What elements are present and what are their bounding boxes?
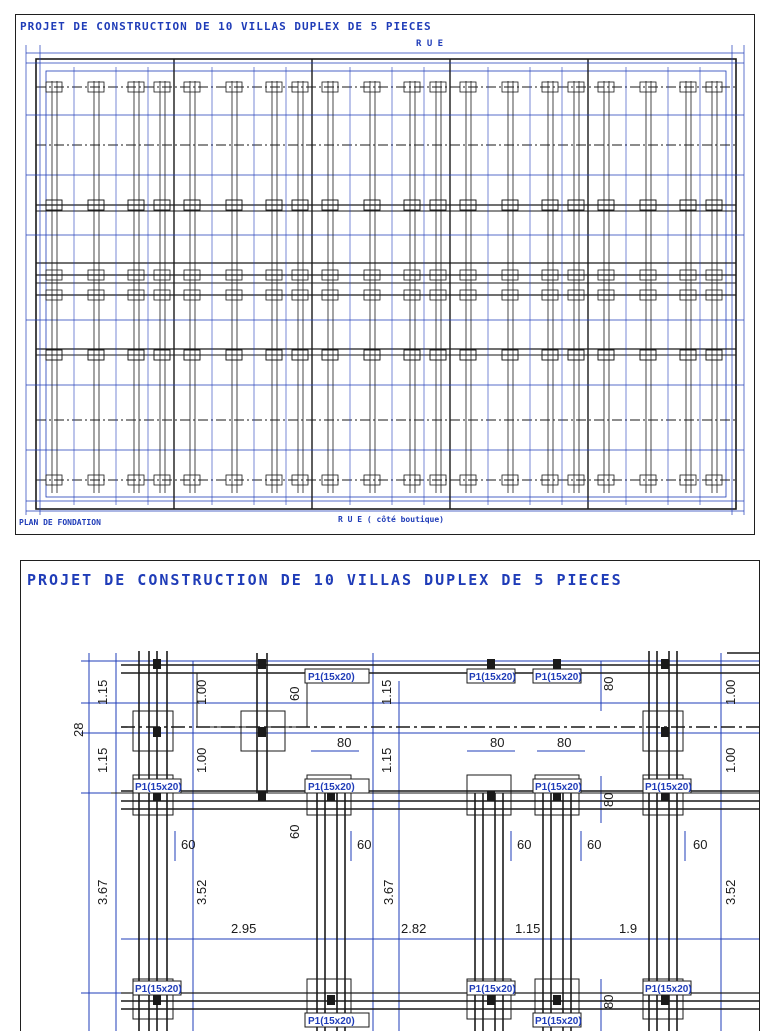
pillar-tag: P1(15x20) <box>308 1016 355 1027</box>
detail-title: PROJET DE CONSTRUCTION DE 10 VILLAS DUPLEX DE 5 PIECES <box>27 571 623 589</box>
dim-80-c: 80 <box>557 735 572 750</box>
dim-352-a: 3.52 <box>194 879 209 905</box>
dim-60-c: 60 <box>181 837 196 852</box>
dim-19: 1.9 <box>619 921 638 936</box>
dim-80-e: 80 <box>601 792 616 807</box>
dim-80-a: 80 <box>337 735 352 750</box>
dim-60-d: 60 <box>357 837 372 852</box>
dim-60-a: 60 <box>287 686 302 701</box>
pillar-tag: P1(15x20) <box>645 984 692 995</box>
dim-115-e: 1.15 <box>515 921 541 936</box>
dim-352-b: 3.52 <box>723 879 738 905</box>
detail-drawing <box>21 561 759 1031</box>
pillar-tag: P1(15x20) <box>135 782 182 793</box>
dim-100-d: 1.00 <box>723 747 738 773</box>
pillar-tag: P1(15x20) <box>645 782 692 793</box>
dim-367-b: 3.67 <box>381 879 396 905</box>
pillar-tag: P1(15x20) <box>308 672 355 683</box>
dim-80-f: 80 <box>601 994 616 1009</box>
plan-label: PLAN DE FONDATION <box>19 518 101 527</box>
pillar-tag: P1(15x20) <box>535 782 582 793</box>
dim-115-a: 1.15 <box>95 679 110 705</box>
pillar-tag: P1(15x20) <box>308 782 355 793</box>
dim-100-b: 1.00 <box>194 747 209 773</box>
overview-title: PROJET DE CONSTRUCTION DE 10 VILLAS DUPLEX DE 5 PIECES <box>20 20 432 33</box>
pillar-tag: P1(15x20) <box>469 672 516 683</box>
dim-100-c: 1.00 <box>723 679 738 705</box>
pillar-tag: P1(15x20) <box>535 672 582 683</box>
foundation-plan-overview <box>15 14 755 535</box>
dim-367-a: 3.67 <box>95 879 110 905</box>
dim-115-b: 1.15 <box>95 747 110 773</box>
dim-282: 2.82 <box>401 921 427 936</box>
street-label-bottom: R U E ( côté boutique) <box>338 515 444 524</box>
pillar-tag: P1(15x20) <box>469 984 516 995</box>
dim-80-b: 80 <box>490 735 505 750</box>
dim-115-c: 1.15 <box>379 679 394 705</box>
dim-80-d: 80 <box>601 676 616 691</box>
dim-115-d: 1.15 <box>379 747 394 773</box>
foundation-plan-detail <box>20 560 760 1031</box>
dim-60-f: 60 <box>587 837 602 852</box>
pillar-tag: P1(15x20) <box>535 1016 582 1027</box>
street-label-top: R U E <box>416 39 444 49</box>
dim-295: 2.95 <box>231 921 257 936</box>
dim-60-b: 60 <box>287 824 302 839</box>
dim-100-a: 1.00 <box>194 679 209 705</box>
overview-drawing <box>16 15 754 534</box>
dim-60-e: 60 <box>517 837 532 852</box>
dim-60-g: 60 <box>693 837 708 852</box>
pillar-tag: P1(15x20) <box>135 984 182 995</box>
dim-28: 28 <box>71 722 86 737</box>
